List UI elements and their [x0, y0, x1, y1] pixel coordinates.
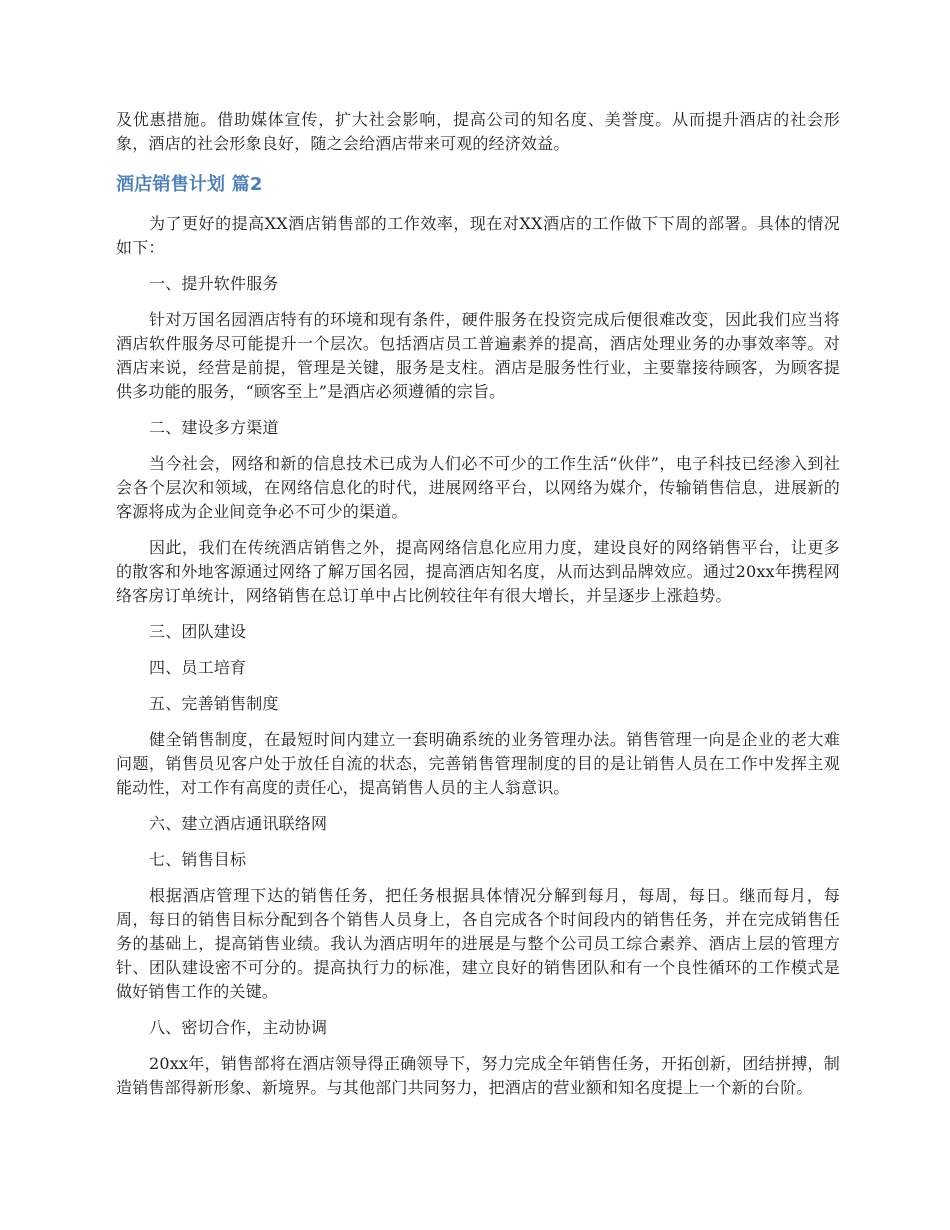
item-heading-channels: 二、建设多方渠道	[149, 418, 279, 437]
item-heading-cooperation: 八、密切合作，主动协调	[149, 1018, 328, 1037]
item-heading-sales-system: 五、完善销售制度	[149, 694, 279, 713]
item-heading-staff-training: 四、员工培育	[149, 658, 247, 677]
document-page	[116, 108, 840, 1112]
paragraph-cooperation: 20xx年，销售部将在酒店领导得正确领导下，努力完成全年销售任务，开拓创新，团结拼搏，制造销售部得新形象、新境界。与其他部门共同努力，把酒店的营业额和知名度提上一个新的台阶。	[116, 1054, 840, 1097]
intro-paragraph: 及优惠措施。借助媒体宣传，扩大社会影响，提高公司的知名度、美誉度。从而提升酒店的社会形象，酒店的社会形象良好，随之会给酒店带来可观的经济效益。	[116, 110, 840, 153]
item-heading-software-service: 一、提升软件服务	[149, 274, 279, 293]
paragraph-online-sales: 因此，我们在传统酒店销售之外，提高网络信息化应用力度，建设良好的网络销售平台，让更多的散客和外地客源通过网络了解万国名园，提高酒店知名度，从而达到品牌效应。通过20xx年携程网络客房订单统计，网络销售在总订单中占比例较往年有很大增长，并呈逐步上涨趋势。	[116, 538, 840, 605]
section-heading: 酒店销售计划 篇2	[116, 174, 263, 195]
paragraph-software-service: 针对万国名园酒店特有的环境和现有条件，硬件服务在投资完成后便很难改变，因此我们应当将酒店软件服务尽可能提升一个层次。包括酒店员工普遍素养的提高，酒店处理业务的办事效率等。对酒店来说，经营是前提，管理是关键，服务是支柱。酒店是服务性行业，主要靠接待顾客，为顾客提供多功能的服务，“顾客至上”是酒店必须遵循的宗旨。	[116, 310, 840, 401]
paragraph-sales-system: 健全销售制度，在最短时间内建立一套明确系统的业务管理办法。销售管理一向是企业的老大难问题，销售员见客户处于放任自流的状态，完善销售管理制度的目的是让销售人员在工作中发挥主观能动性，对工作有高度的责任心，提高销售人员的主人翁意识。	[116, 730, 840, 797]
item-heading-communication-network: 六、建立酒店通讯联络网	[149, 814, 328, 833]
paragraph-channels: 当今社会，网络和新的信息技术已成为人们必不可少的工作生活“伙伴”，电子科技已经渗入到社会各个层次和领域，在网络信息化的时代，进展网络平台，以网络为媒介，传输销售信息，进展新的客源将成为企业间竞争必不可少的渠道。	[116, 454, 840, 521]
paragraph-deployment: 为了更好的提高XX酒店销售部的工作效率，现在对XX酒店的工作做下下周的部署。具体的情况如下：	[116, 214, 840, 257]
item-heading-sales-target: 七、销售目标	[149, 850, 247, 869]
item-heading-team-building: 三、团队建设	[149, 622, 247, 641]
paragraph-sales-target: 根据酒店管理下达的销售任务，把任务根据具体情况分解到每月，每周，每日。继而每月，每周，每日的销售目标分配到各个销售人员身上，各自完成各个时间段内的销售任务，并在完成销售任务的基础上，提高销售业绩。我认为酒店明年的进展是与整个公司员工综合素养、酒店上层的管理方针、团队建设密不可分的。提高执行力的标准，建立良好的销售团队和有一个良性循环的工作模式是做好销售工作的关键。	[116, 886, 840, 1001]
